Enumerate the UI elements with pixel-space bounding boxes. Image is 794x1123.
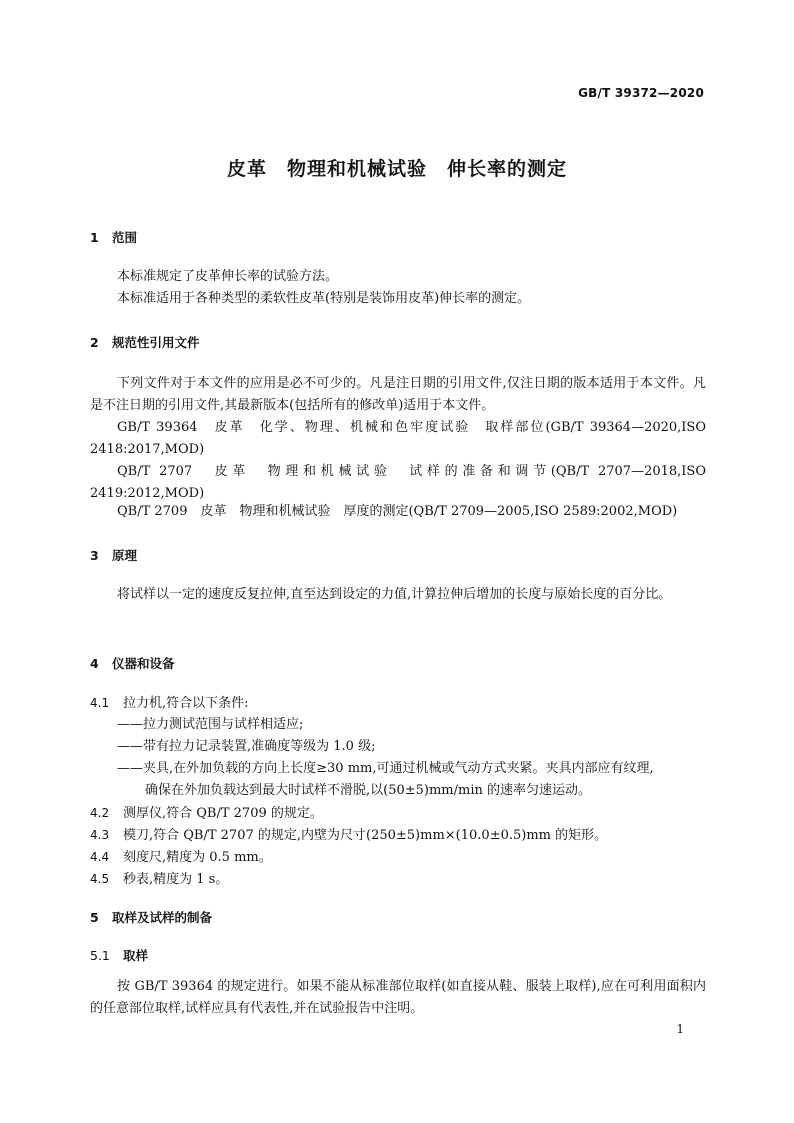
section-title: 规范性引用文件	[112, 335, 200, 350]
section-number: 5	[90, 910, 99, 925]
clause-text: 模刀,符合 QB/T 2707 的规定,内壁为尺寸(250±5)mm×(10.0±0.5)mm 的矩形。	[123, 828, 608, 843]
clause-text: 刻度尺,精度为 0.5 mm。	[123, 850, 272, 865]
standard-number: GB/T 39372—2020	[578, 86, 704, 100]
title-part-1: 皮革	[226, 158, 267, 180]
section-4-heading	[90, 654, 175, 672]
section-title: 原理	[112, 548, 138, 563]
scope-line-1: 本标准规定了皮革伸长率的试验方法。	[117, 269, 339, 284]
clause-4-3	[90, 824, 607, 847]
clause-text: 秒表,精度为 1 s。	[123, 872, 229, 887]
principle-text: 将试样以一定的速度反复拉伸,直至达到设定的力值,计算拉伸后增加的长度与原始长度的百分比。	[117, 587, 672, 602]
section-title: 取样及试样的制备	[112, 910, 213, 925]
scope-line-2: 本标准适用于各种类型的柔软性皮革(特别是装饰用皮革)伸长率的测定。	[117, 291, 531, 306]
section-2-heading	[90, 333, 200, 351]
section-title: 仪器和设备	[112, 656, 175, 671]
section-3-heading	[90, 546, 137, 564]
clause-number: 5.1	[90, 948, 110, 963]
dash-item: ——拉力测试范围与试样相适应;	[117, 717, 304, 732]
clause-text: 拉力机,符合以下条件:	[123, 696, 249, 711]
dash-item-continuation: 确保在外加负载达到最大时试样不滑脱,以(50±5)mm/min 的速率匀速运动。	[145, 783, 592, 798]
section-5-heading	[90, 908, 212, 926]
clause-title: 取样	[123, 948, 149, 963]
clause-number: 4.1	[90, 696, 110, 710]
title-part-2: 物理和机械试验	[286, 158, 427, 180]
document-title	[0, 154, 794, 181]
reference-item: QB/T 2707 皮革 物理和机械试验 试样的准备和调节(QB/T 2707—2018,ISO 2419:2012,MOD)	[90, 464, 706, 501]
section-number: 3	[90, 548, 99, 563]
references-intro: 下列文件对于本文件的应用是必不可少的。凡是注日期的引用文件,仅注日期的版本适用于本文件。凡是不注日期的引用文件,其最新版本(包括所有的修改单)适用于本文件。	[90, 376, 706, 413]
clause-number: 4.4	[90, 850, 110, 864]
sampling-text: 按 GB/T 39364 的规定进行。如果不能从标准部位取样(如直接从鞋、服装上取样),应在可利用面积内的任意部位取样,试样应具有代表性,并在试验报告中注明。	[90, 979, 706, 1016]
clause-number: 4.5	[90, 872, 110, 886]
clause-number: 4.3	[90, 828, 110, 842]
reference-item: QB/T 2709 皮革 物理和机械试验 厚度的测定(QB/T 2709—2005,ISO 2589:2002,MOD)	[117, 504, 678, 519]
section-number: 2	[90, 335, 99, 350]
section-number: 1	[90, 230, 99, 245]
section-number: 4	[90, 656, 99, 671]
clause-4-1	[90, 692, 249, 715]
clause-4-4	[90, 846, 272, 869]
clause-4-2	[90, 802, 323, 825]
title-part-3: 伸长率的测定	[447, 158, 568, 180]
reference-item: GB/T 39364 皮革 化学、物理、机械和色牢度试验 取样部位(GB/T 39364—2020,ISO 2418:2017,MOD)	[90, 420, 706, 457]
dash-item: ——夹具,在外加负载的方向上长度≥30 mm,可通过机械或气动方式夹紧。夹具内部应有纹理,	[117, 761, 654, 776]
section-title: 范围	[112, 230, 138, 245]
dash-item: ——带有拉力记录装置,准确度等级为 1.0 级;	[117, 739, 376, 754]
page-number: 1	[676, 1022, 684, 1036]
clause-4-5	[90, 868, 228, 891]
clause-5-1-heading	[90, 946, 148, 964]
section-1-heading	[90, 228, 137, 246]
clause-text: 测厚仪,符合 QB/T 2709 的规定。	[123, 806, 323, 821]
clause-number: 4.2	[90, 806, 110, 820]
